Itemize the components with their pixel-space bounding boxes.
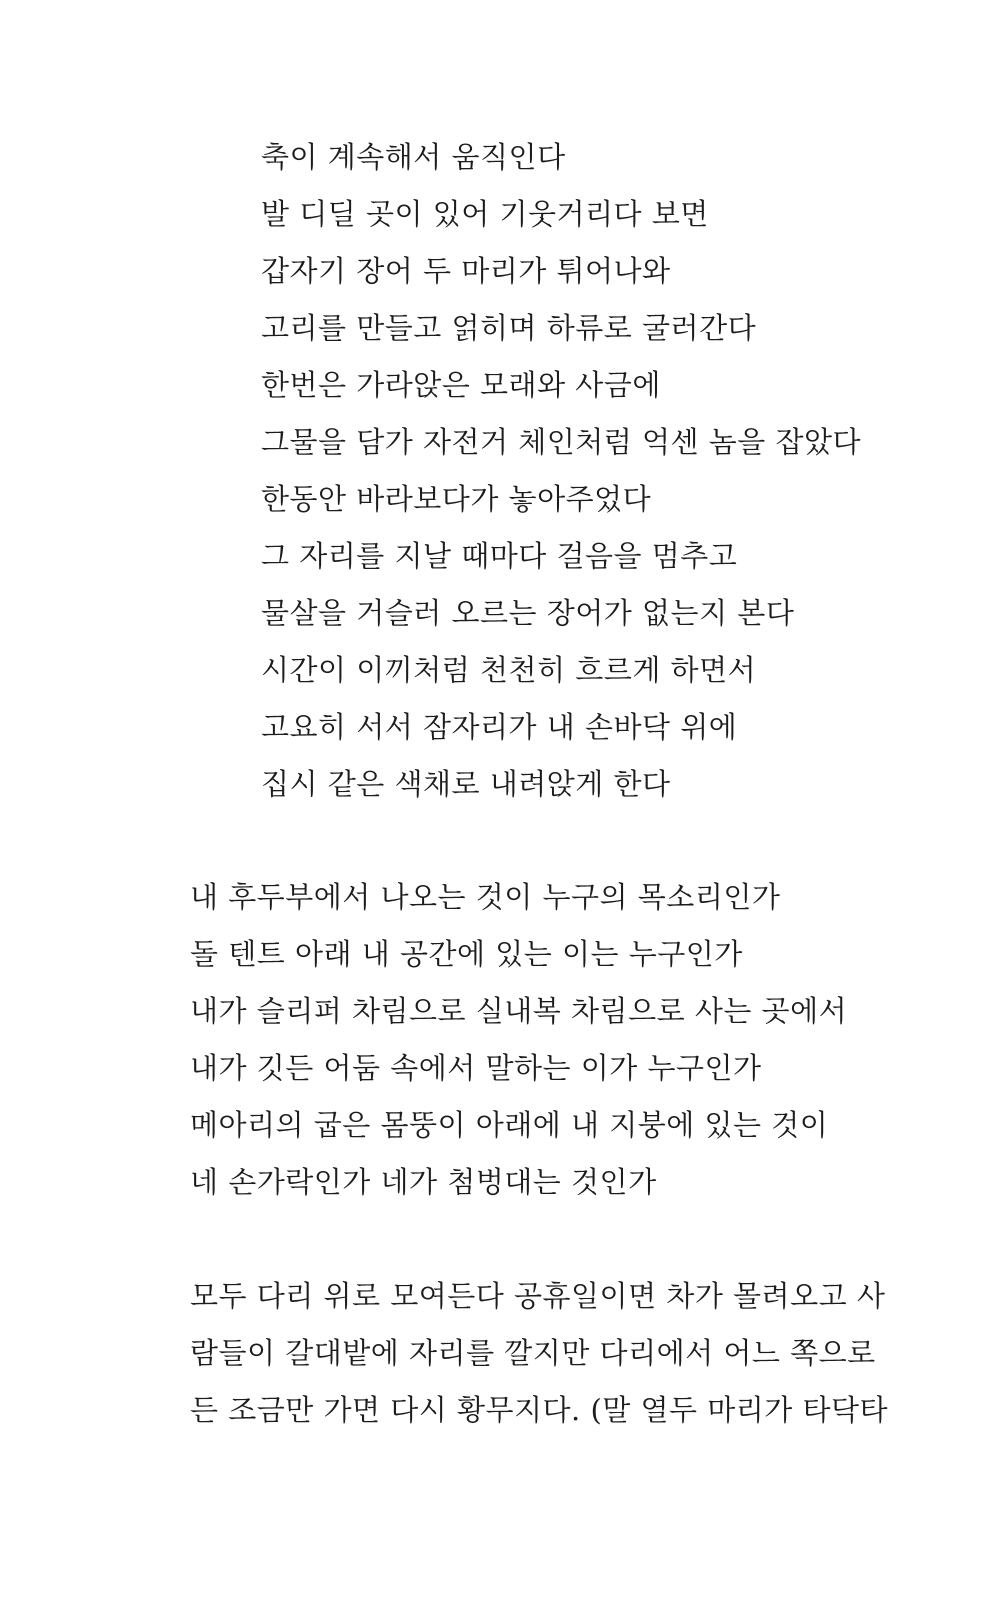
poem-line: 한번은 가라앉은 모래와 사금에 [261, 368, 661, 402]
poem-line: 내가 슬리퍼 차림으로 실내복 차림으로 사는 곳에서 [190, 994, 848, 1028]
poem-line: 갑자기 장어 두 마리가 튀어나와 [261, 254, 671, 288]
poem-line: 내가 깃든 어둠 속에서 말하는 이가 누구인가 [190, 1051, 762, 1085]
prose-line: 든 조금만 가면 다시 황무지다. (말 열두 마리가 타닥타 [190, 1393, 889, 1427]
poem-line: 내 후두부에서 나오는 것이 누구의 목소리인가 [190, 880, 781, 914]
poem-line: 물살을 거슬러 오르는 장어가 없는지 본다 [261, 596, 795, 630]
poem-line: 그물을 담가 자전거 체인처럼 억센 놈을 잡았다 [261, 425, 862, 459]
poem-line: 축이 계속해서 움직인다 [261, 140, 566, 174]
prose-line: 람들이 갈대밭에 자리를 깔지만 다리에서 어느 쪽으로 [190, 1336, 876, 1370]
poem-line: 네 손가락인가 네가 첨벙대는 것인가 [190, 1165, 657, 1199]
poem-line: 시간이 이끼처럼 천천히 흐르게 하면서 [261, 653, 757, 687]
prose-line: 모두 다리 위로 모여든다 공휴일이면 차가 몰려오고 사 [190, 1279, 886, 1313]
poem-line: 고요히 서서 잠자리가 내 손바닥 위에 [261, 710, 738, 744]
poem-line: 발 디딜 곳이 있어 기웃거리다 보면 [261, 197, 709, 231]
poem-line: 메아리의 굽은 몸뚱이 아래에 내 지붕에 있는 것이 [190, 1108, 829, 1142]
poem-line: 돌 텐트 아래 내 공간에 있는 이는 누구인가 [190, 937, 743, 971]
poem-line: 고리를 만들고 얽히며 하류로 굴러간다 [261, 311, 757, 345]
poem-line: 집시 같은 색채로 내려앉게 한다 [261, 767, 671, 801]
poem-line: 그 자리를 지날 때마다 걸음을 멈추고 [261, 539, 738, 573]
poem-line: 한동안 바라보다가 놓아주었다 [261, 482, 652, 516]
